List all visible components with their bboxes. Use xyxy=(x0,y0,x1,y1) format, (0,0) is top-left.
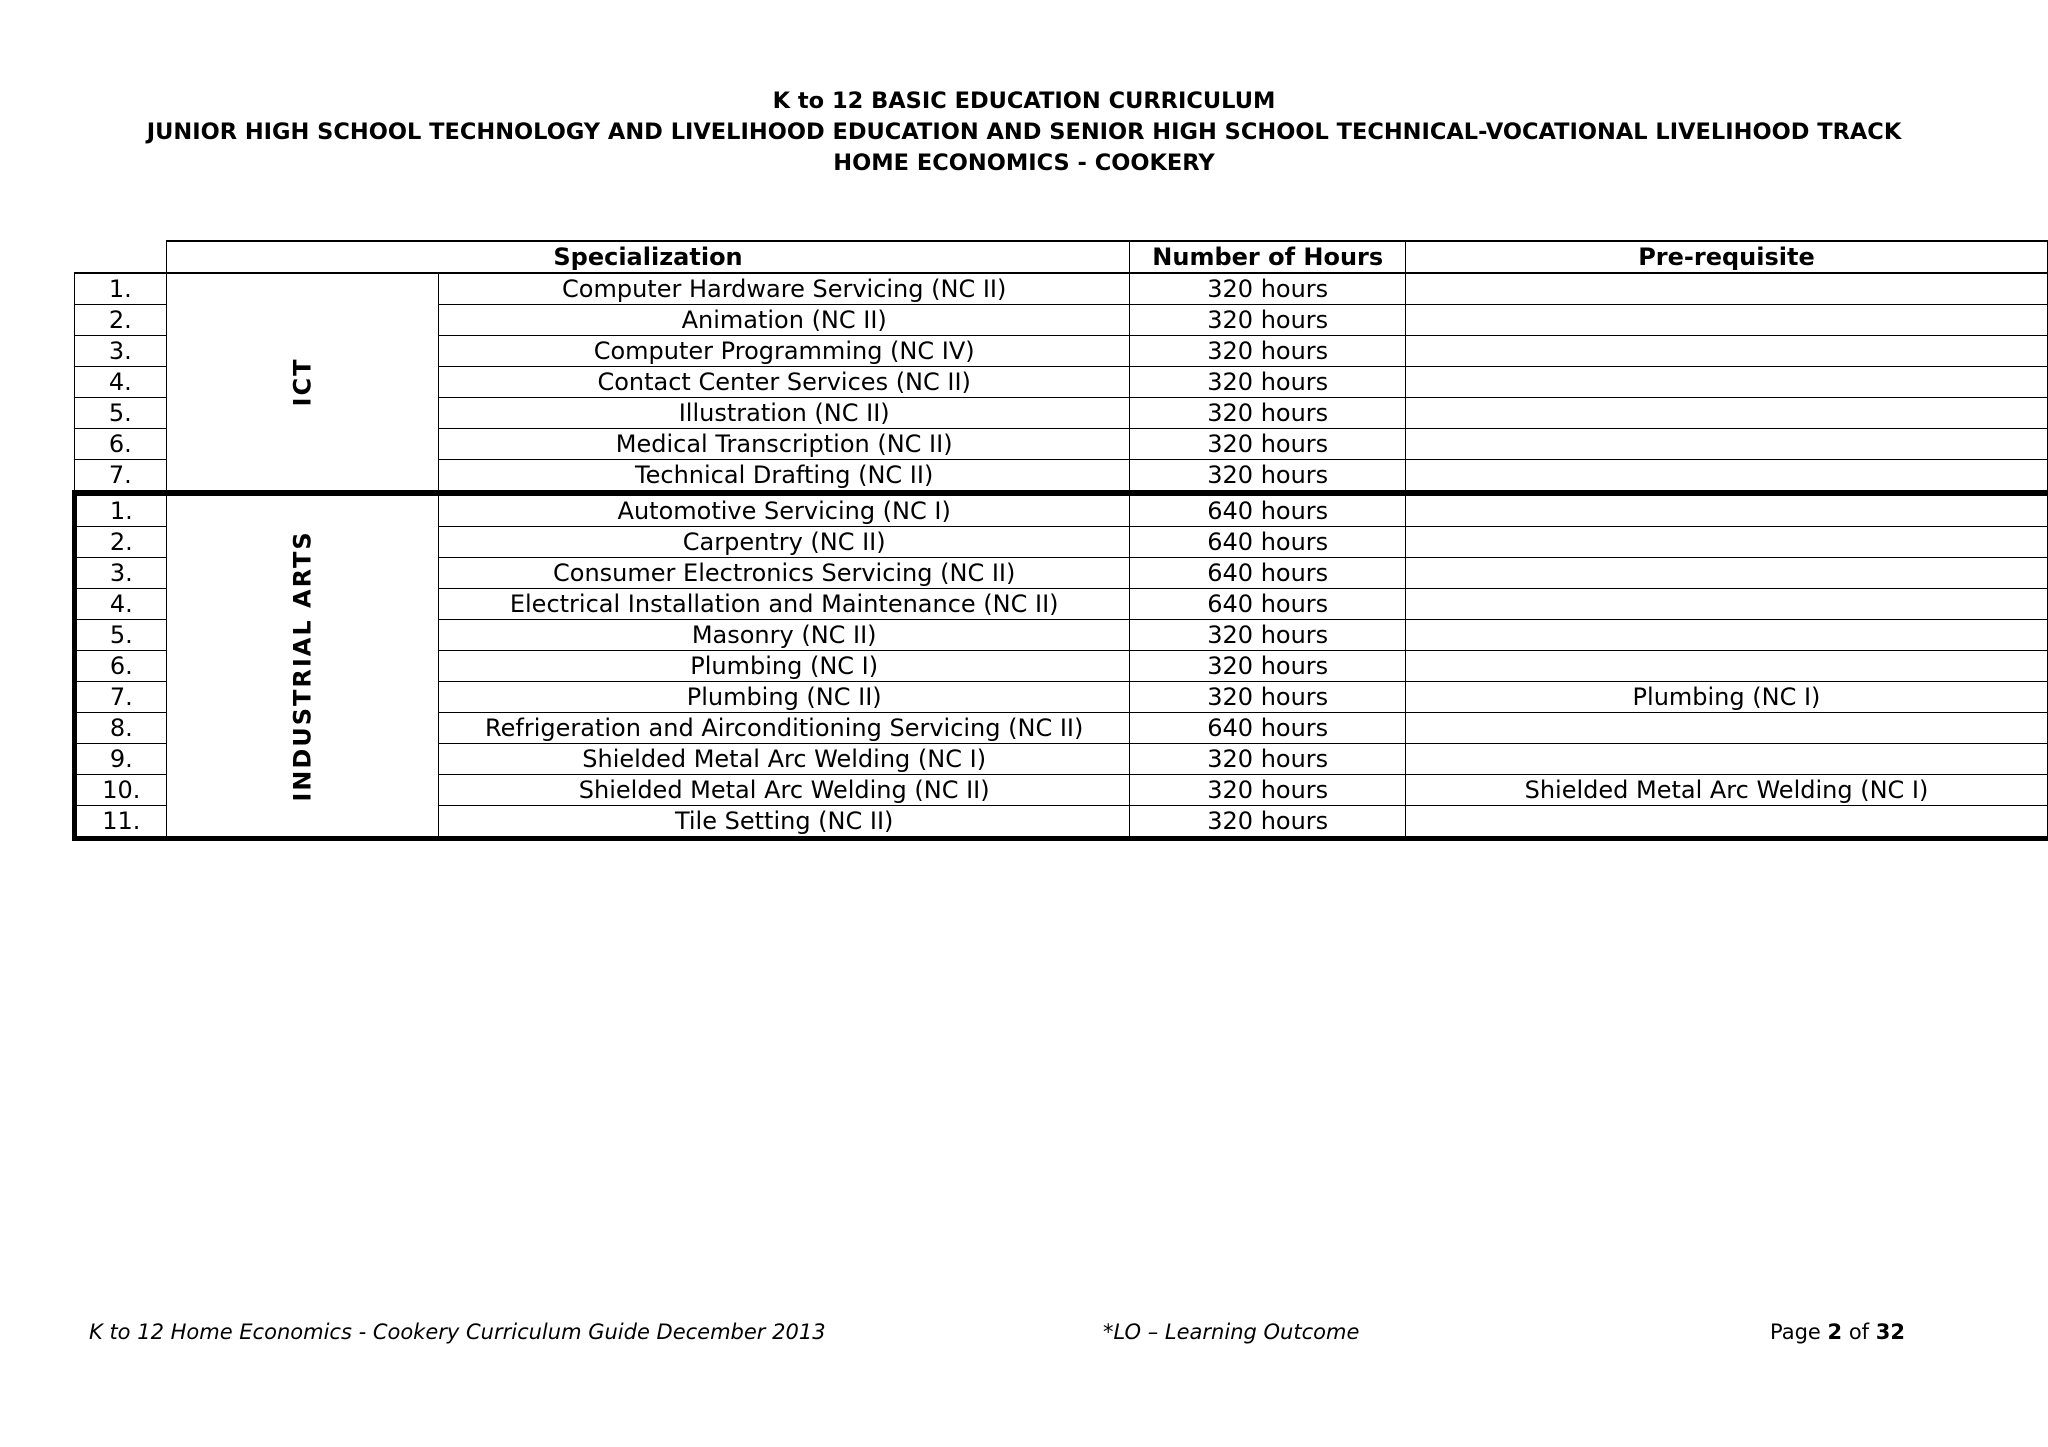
hours-cell: 320 hours xyxy=(1130,460,1406,494)
hours-cell: 640 hours xyxy=(1130,713,1406,744)
specialization-cell: Shielded Metal Arc Welding (NC II) xyxy=(438,775,1130,806)
prerequisite-cell xyxy=(1405,558,2047,589)
header-blank-cell xyxy=(75,241,167,273)
hours-cell: 640 hours xyxy=(1130,589,1406,620)
hours-cell: 320 hours xyxy=(1130,429,1406,460)
specialization-cell: Computer Hardware Servicing (NC II) xyxy=(438,273,1130,305)
prerequisite-cell xyxy=(1405,589,2047,620)
hours-cell: 640 hours xyxy=(1130,558,1406,589)
row-number: 5. xyxy=(75,398,167,429)
row-number: 7. xyxy=(75,460,167,494)
header-title: K to 12 BASIC EDUCATION CURRICULUM xyxy=(772,88,1276,114)
specialization-cell: Tile Setting (NC II) xyxy=(438,806,1130,839)
prerequisite-cell xyxy=(1405,493,2047,527)
hours-cell: 320 hours xyxy=(1130,651,1406,682)
specialization-cell: Contact Center Services (NC II) xyxy=(438,367,1130,398)
footer-guide-title: K to 12 Home Economics - Cookery Curriculum Guide December 2013 xyxy=(89,1320,826,1344)
prerequisite-cell xyxy=(1405,398,2047,429)
specialization-cell: Technical Drafting (NC II) xyxy=(438,460,1130,494)
row-number: 10. xyxy=(75,775,167,806)
prerequisite-cell xyxy=(1405,273,2047,305)
table-row xyxy=(75,273,2048,305)
category-label: INDUSTRIAL ARTS xyxy=(288,530,317,802)
specialization-cell: Consumer Electronics Servicing (NC II) xyxy=(438,558,1130,589)
row-number: 4. xyxy=(75,367,167,398)
page-current: 2 xyxy=(1827,1320,1843,1344)
specialization-cell: Shielded Metal Arc Welding (NC I) xyxy=(438,744,1130,775)
table-header-row xyxy=(75,241,2048,273)
row-number: 1. xyxy=(75,273,167,305)
prerequisite-cell xyxy=(1405,460,2047,494)
row-number: 11. xyxy=(75,806,167,839)
specialization-cell: Refrigeration and Airconditioning Servicing (NC II) xyxy=(438,713,1130,744)
row-number: 4. xyxy=(75,589,167,620)
hours-cell: 640 hours xyxy=(1130,493,1406,527)
row-number: 2. xyxy=(75,527,167,558)
prerequisite-cell xyxy=(1405,713,2047,744)
specialization-cell: Masonry (NC II) xyxy=(438,620,1130,651)
page-of: of xyxy=(1842,1320,1876,1344)
hours-cell: 320 hours xyxy=(1130,398,1406,429)
specialization-cell: Computer Programming (NC IV) xyxy=(438,336,1130,367)
prerequisite-cell xyxy=(1405,527,2047,558)
column-header-prerequisite: Pre-requisite xyxy=(1405,241,2047,273)
hours-cell: 320 hours xyxy=(1130,806,1406,839)
prerequisite-cell xyxy=(1405,744,2047,775)
row-number: 6. xyxy=(75,429,167,460)
specialization-table xyxy=(72,240,2048,841)
page-total: 32 xyxy=(1875,1320,1905,1344)
specialization-cell: Plumbing (NC I) xyxy=(438,651,1130,682)
page-prefix: Page xyxy=(1770,1320,1828,1344)
hours-cell: 320 hours xyxy=(1130,273,1406,305)
row-number: 3. xyxy=(75,558,167,589)
header-subject: HOME ECONOMICS - COOKERY xyxy=(833,150,1215,176)
row-number: 2. xyxy=(75,305,167,336)
row-number: 7. xyxy=(75,682,167,713)
hours-cell: 320 hours xyxy=(1130,305,1406,336)
hours-cell: 320 hours xyxy=(1130,620,1406,651)
document-header xyxy=(0,86,2048,179)
footer-note: *LO – Learning Outcome xyxy=(1103,1320,1360,1344)
prerequisite-cell xyxy=(1405,305,2047,336)
hours-cell: 320 hours xyxy=(1130,682,1406,713)
specialization-cell: Automotive Servicing (NC I) xyxy=(438,493,1130,527)
table-row xyxy=(75,493,2048,527)
specialization-cell: Electrical Installation and Maintenance (NC II) xyxy=(438,589,1130,620)
column-header-specialization: Specialization xyxy=(166,241,1130,273)
table-body xyxy=(75,273,2048,839)
specialization-cell: Illustration (NC II) xyxy=(438,398,1130,429)
row-number: 3. xyxy=(75,336,167,367)
prerequisite-cell xyxy=(1405,806,2047,839)
row-number: 9. xyxy=(75,744,167,775)
prerequisite-cell xyxy=(1405,620,2047,651)
footer-page-number xyxy=(1770,1320,1905,1344)
specialization-cell: Carpentry (NC II) xyxy=(438,527,1130,558)
prerequisite-cell: Plumbing (NC I) xyxy=(1405,682,2047,713)
hours-cell: 640 hours xyxy=(1130,527,1406,558)
specialization-cell: Medical Transcription (NC II) xyxy=(438,429,1130,460)
prerequisite-cell xyxy=(1405,651,2047,682)
row-number: 5. xyxy=(75,620,167,651)
hours-cell: 320 hours xyxy=(1130,775,1406,806)
row-number: 6. xyxy=(75,651,167,682)
prerequisite-cell xyxy=(1405,429,2047,460)
hours-cell: 320 hours xyxy=(1130,336,1406,367)
hours-cell: 320 hours xyxy=(1130,744,1406,775)
category-label: ICT xyxy=(288,357,317,407)
specialization-cell: Animation (NC II) xyxy=(438,305,1130,336)
row-number: 1. xyxy=(75,493,167,527)
category-cell xyxy=(166,273,438,493)
row-number: 8. xyxy=(75,713,167,744)
header-subtitle: JUNIOR HIGH SCHOOL TECHNOLOGY AND LIVELIHOOD EDUCATION AND SENIOR HIGH SCHOOL TECHNICAL-VOCATIONAL LIVELIHOOD TRACK xyxy=(146,119,1902,145)
column-header-hours: Number of Hours xyxy=(1130,241,1406,273)
prerequisite-cell xyxy=(1405,367,2047,398)
category-cell xyxy=(166,493,438,839)
prerequisite-cell: Shielded Metal Arc Welding (NC I) xyxy=(1405,775,2047,806)
hours-cell: 320 hours xyxy=(1130,367,1406,398)
prerequisite-cell xyxy=(1405,336,2047,367)
specialization-cell: Plumbing (NC II) xyxy=(438,682,1130,713)
